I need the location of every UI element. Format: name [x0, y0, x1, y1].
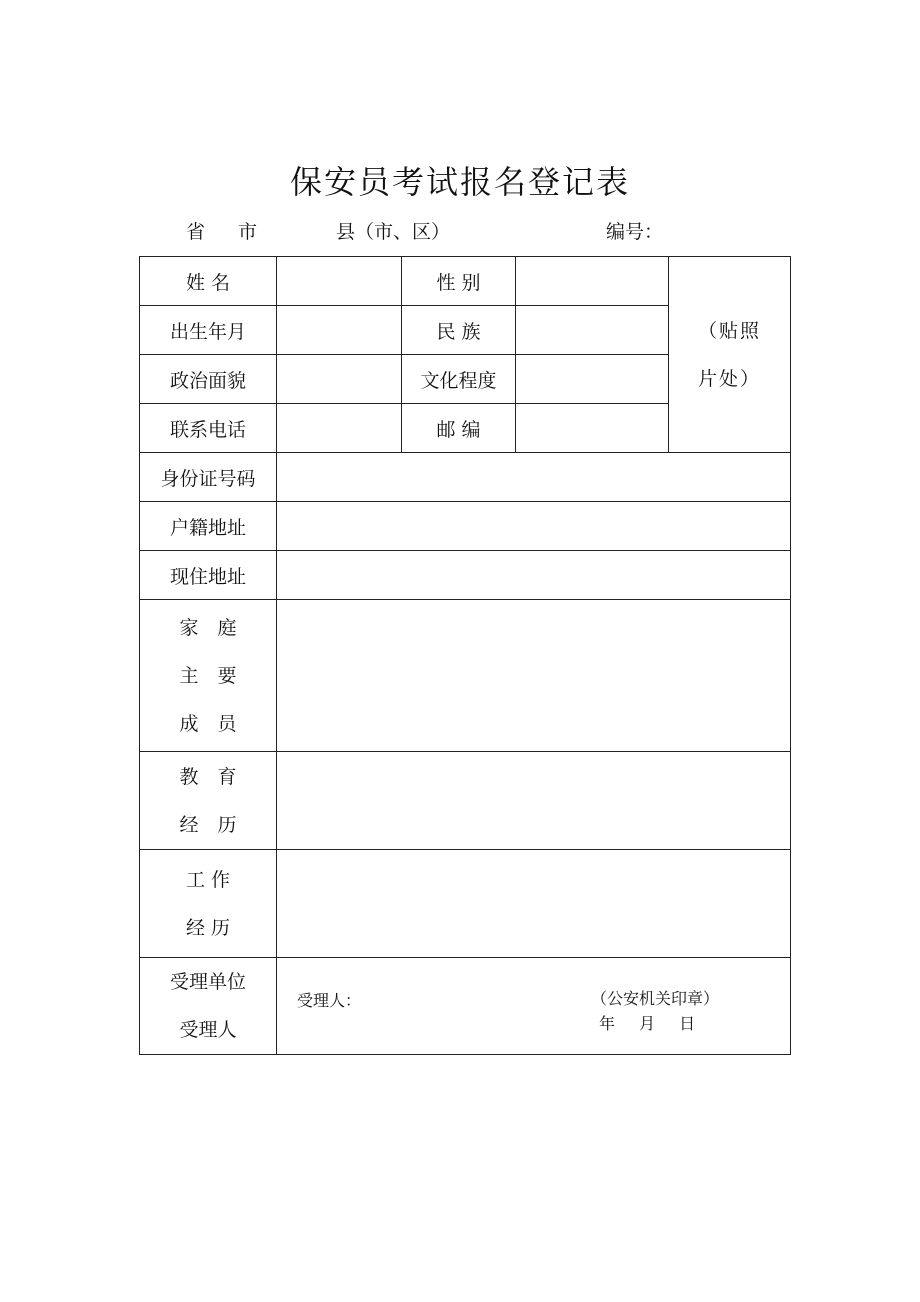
id-number-label: 身份证号码 — [140, 453, 277, 502]
work-history-label-line-2: 经 历 — [185, 916, 231, 939]
birth-label: 出生年月 — [140, 306, 277, 355]
work-history-label — [140, 850, 277, 958]
household-address-label: 户籍地址 — [140, 502, 277, 551]
table-row — [140, 257, 791, 306]
birth-field[interactable] — [277, 306, 402, 355]
family-label-line-3: 成 员 — [179, 712, 237, 735]
political-field[interactable] — [277, 355, 402, 404]
education-level-label: 文化程度 — [402, 355, 516, 404]
table-row — [140, 850, 791, 958]
education-level-field[interactable] — [516, 355, 669, 404]
ethnicity-label: 民 族 — [402, 306, 516, 355]
police-seal-label: （公安机关印章） — [591, 989, 720, 1008]
ethnicity-field[interactable] — [516, 306, 669, 355]
name-label: 姓 名 — [140, 257, 277, 306]
county-label: 县（市、区） — [336, 221, 451, 243]
table-row — [140, 752, 791, 850]
work-history-label-line-1: 工 作 — [185, 868, 231, 891]
phone-field[interactable] — [277, 404, 402, 453]
gender-label: 性 别 — [402, 257, 516, 306]
registration-form-table — [139, 256, 791, 1055]
education-history-label-line-1: 教 育 — [179, 765, 237, 788]
page-title: 保安员考试报名登记表 — [289, 163, 630, 201]
education-history-field[interactable] — [277, 752, 791, 850]
household-address-field[interactable] — [277, 502, 791, 551]
date-label: 年 月 日 — [599, 1014, 697, 1033]
number-label: 编号： — [606, 221, 664, 243]
current-address-field[interactable] — [277, 551, 791, 600]
receiving-label — [140, 958, 277, 1055]
receiving-field[interactable] — [277, 958, 791, 1055]
id-number-field[interactable] — [277, 453, 791, 502]
gender-field[interactable] — [516, 257, 669, 306]
table-row — [140, 551, 791, 600]
receiving-label-line-2: 受理人 — [179, 1019, 237, 1041]
work-history-field[interactable] — [277, 850, 791, 958]
political-label: 政治面貌 — [140, 355, 277, 404]
photo-label-line-2: 片处） — [698, 367, 761, 390]
receiving-label-line-1: 受理单位 — [169, 971, 246, 993]
city-label: 市 — [238, 221, 258, 243]
table-row — [140, 600, 791, 752]
table-row — [140, 502, 791, 551]
receiver-label: 受理人： — [297, 991, 362, 1010]
family-label-line-1: 家 庭 — [179, 616, 237, 639]
education-history-label — [140, 752, 277, 850]
family-field[interactable] — [277, 600, 791, 752]
table-row — [140, 453, 791, 502]
family-label — [140, 600, 277, 752]
photo-area[interactable] — [669, 257, 791, 453]
province-label: 省 — [186, 221, 206, 243]
education-history-label-line-2: 经 历 — [179, 813, 237, 836]
table-row — [140, 958, 791, 1055]
postcode-label: 邮 编 — [402, 404, 516, 453]
family-label-line-2: 主 要 — [179, 664, 237, 687]
name-field[interactable] — [277, 257, 402, 306]
photo-label-line-1: （贴照 — [698, 319, 761, 342]
phone-label: 联系电话 — [140, 404, 277, 453]
postcode-field[interactable] — [516, 404, 669, 453]
current-address-label: 现住地址 — [140, 551, 277, 600]
